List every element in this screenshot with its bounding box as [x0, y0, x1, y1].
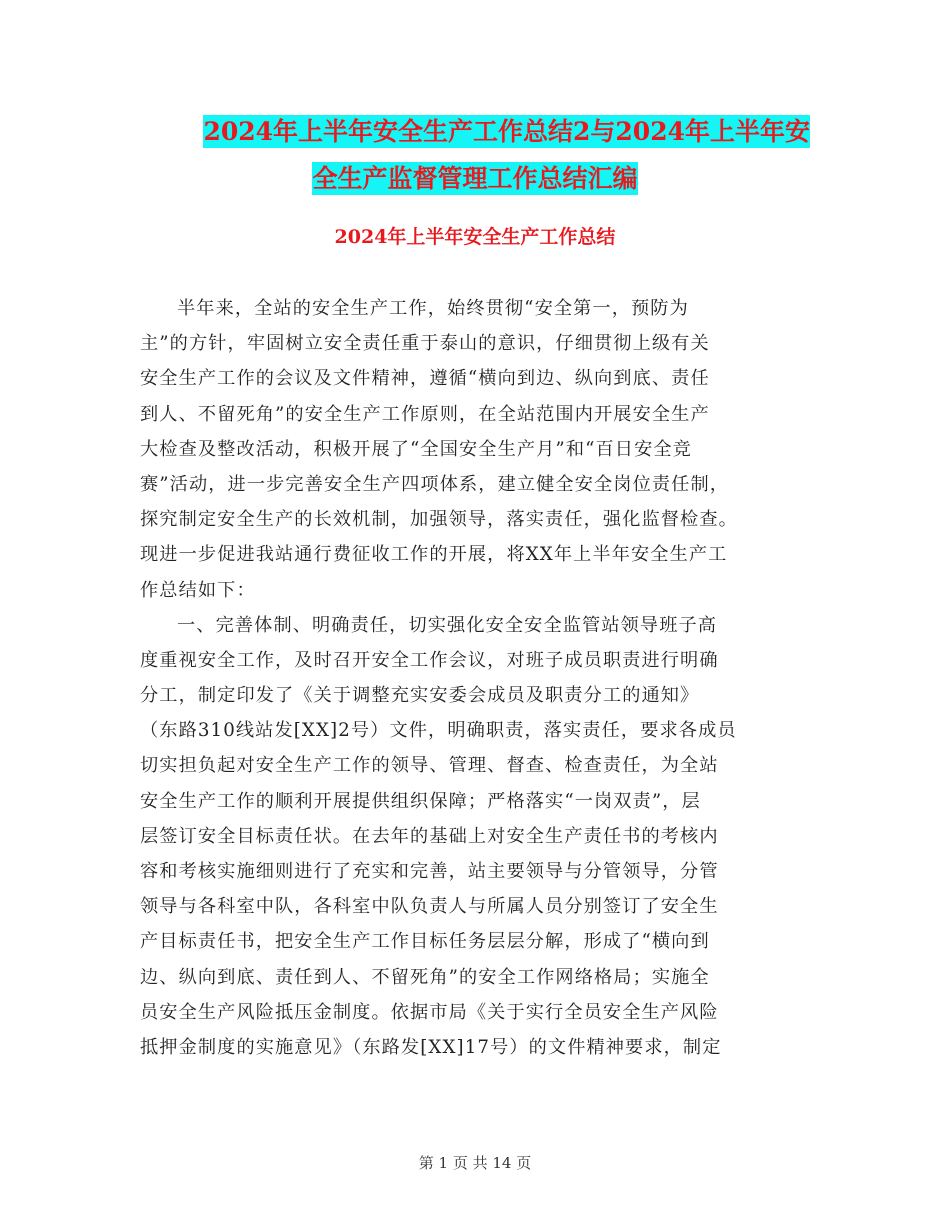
document-title	[140, 108, 810, 202]
body-line: 探究制定安全生产的长效机制，加强领导，落实责任，强化监督检查。	[140, 509, 738, 531]
title-highlight: 2024年上半年安全生产工作总结2与2024年上半年安	[203, 117, 810, 146]
body-line: 分工，制定印发了《关于调整充实安委会成员及职责分工的通知》	[140, 685, 700, 707]
body-line: 作总结如下：	[140, 579, 256, 601]
body-line: 半年来，全站的安全生产工作，始终贯彻“安全第一，预防为	[177, 298, 689, 319]
body-line: 安全生产工作的顺利开展提供组织保障；严格落实“一岗双责”，层	[140, 790, 701, 812]
body-text	[140, 291, 808, 1065]
document-title-line-1	[140, 108, 810, 155]
body-line: 主”的方针，牢固树立安全责任重于泰山的意识，仔细贯彻上级有关	[140, 333, 710, 355]
body-line: 员安全生产风险抵压金制度。依据市局《关于实行全员安全生产风险	[140, 1001, 719, 1023]
body-line: 抵押金制度的实施意见》（东路发[XX]17号）的文件精神要求，制定	[140, 1036, 722, 1058]
body-line: 到人、不留死角”的安全生产工作原则，在全站范围内开展安全生产	[140, 403, 710, 425]
body-line: 层签订安全目标责任状。在去年的基础上对安全生产责任书的考核内	[140, 825, 719, 847]
body-line: 度重视安全工作，及时召开安全工作会议，对班子成员职责进行明确	[140, 649, 719, 671]
title-highlight: 全生产监督管理工作总结汇编	[312, 164, 638, 193]
body-line: 切实担负起对安全生产工作的领导、管理、督查、检查责任，为全站	[140, 755, 719, 777]
body-line: 领导与各科室中队，各科室中队负责人与所属人员分别签订了安全生	[140, 896, 719, 918]
document-title-line-2	[140, 155, 810, 202]
body-line: 大检查及整改活动，积极开展了“全国安全生产月”和“百日安全竞	[140, 438, 692, 460]
body-line: 赛”活动，进一步完善安全生产四项体系，建立健全安全岗位责任制，	[140, 473, 730, 495]
page-footer: 第 1 页 共 14 页	[418, 1154, 532, 1172]
section-title: 2024年上半年安全生产工作总结	[334, 226, 616, 248]
body-line: 安全生产工作的会议及文件精神，遵循“横向到边、纵向到底、责任	[140, 368, 710, 390]
body-line: 边、纵向到底、责任到人、不留死角”的安全工作网络格局；实施全	[140, 966, 710, 988]
body-line: 产目标责任书，把安全生产工作目标任务层层分解，形成了“横向到	[140, 931, 710, 953]
body-line: （东路310线站发[XX]2号）文件，明确职责，落实责任，要求各成员	[140, 720, 737, 742]
body-line: 一、完善体制、明确责任，切实强化安全安全监管站领导班子高	[177, 614, 718, 636]
body-line: 容和考核实施细则进行了充实和完善，站主要领导与分管领导，分管	[140, 861, 719, 882]
body-line: 现进一步促进我站通行费征收工作的开展，将XX年上半年安全生产工	[140, 544, 728, 566]
